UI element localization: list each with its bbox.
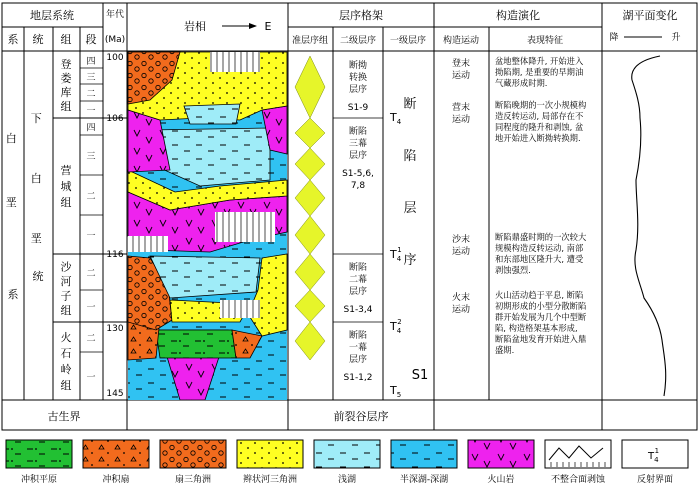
quasi-sequence-diamond bbox=[295, 254, 325, 290]
age-label: 106 bbox=[106, 114, 124, 124]
pre-rift-label: 前裂谷层序 bbox=[333, 410, 389, 423]
member-label: 四 bbox=[86, 57, 96, 67]
quasi-sequence-diamond bbox=[295, 56, 325, 118]
header-duan: 段 bbox=[85, 33, 97, 46]
boundary-labels bbox=[389, 111, 402, 399]
header-strat-system: 地层系统 bbox=[30, 9, 74, 22]
boundary-label: $T_42$ bbox=[390, 318, 402, 335]
first-order-sequence-column bbox=[403, 96, 428, 383]
facies-alluvial-plain bbox=[156, 330, 236, 358]
legend-swatch bbox=[545, 440, 611, 468]
second-order-name: 断陷二幕层序 bbox=[348, 263, 368, 297]
age-label: 100 bbox=[106, 53, 124, 63]
tectonic-feature: 断陷鼎盛时期的一次较大规模构造反转运动, 南部和东部地区隆升大, 遭受剥蚀强烈. bbox=[495, 232, 587, 275]
formation-name: 火石岭组 bbox=[60, 331, 72, 392]
system-char: 系 bbox=[7, 288, 19, 301]
legend-label: 半深湖-深湖 bbox=[399, 475, 449, 485]
legend-label: 冲积平原 bbox=[20, 475, 58, 485]
erosion-band-1 bbox=[210, 52, 260, 72]
erosion-band-4 bbox=[220, 300, 260, 318]
system-series-labels bbox=[6, 112, 46, 301]
legend-label: 扇三角洲 bbox=[174, 475, 212, 485]
legend-swatch bbox=[468, 440, 534, 468]
tectonic-feature: 断陷晚期的一次小规模构造反转运动, 局部存在不同程度的隆升和剥蚀, 盆地开始进入断拗转换期. bbox=[495, 100, 587, 143]
header-age: 年代 bbox=[105, 10, 125, 20]
header-lake-change: 湖平面变化 bbox=[622, 9, 678, 22]
tectonic-movement: 沙末运动 bbox=[451, 235, 471, 257]
member-label: 四 bbox=[86, 123, 96, 134]
series-char: 下 bbox=[30, 112, 42, 125]
quasi-sequence-column bbox=[295, 56, 325, 360]
formation-name: 登娄库组 bbox=[60, 58, 72, 113]
first-order-name: 断陷层序 bbox=[403, 97, 417, 268]
member-label: 一 bbox=[86, 231, 96, 242]
tectonic-movement: 营末运动 bbox=[451, 103, 471, 125]
erosion-band-2 bbox=[215, 212, 275, 242]
lake-level-curve bbox=[632, 56, 666, 396]
second-order-sequence-column bbox=[342, 59, 374, 383]
quasi-sequence-diamond bbox=[295, 216, 325, 254]
quasi-sequence-diamond bbox=[295, 148, 325, 180]
series-char: 白 bbox=[30, 172, 42, 185]
legend-swatch bbox=[391, 440, 457, 468]
header-sequence-framework: 层序格架 bbox=[339, 9, 383, 22]
header-direction: E bbox=[264, 20, 272, 33]
member-label: 一 bbox=[86, 106, 96, 117]
first-order-code: S1 bbox=[411, 368, 429, 383]
member-label: 一 bbox=[86, 373, 96, 383]
boundary-label: $T_41$ bbox=[390, 246, 402, 263]
boundary-label: $T_4$ bbox=[390, 111, 402, 126]
legend bbox=[6, 440, 688, 485]
quasi-sequence-diamond bbox=[295, 322, 325, 360]
facies-shallow-lake-upper bbox=[184, 104, 240, 124]
formation-name: 营城组 bbox=[60, 164, 72, 209]
age-label: 145 bbox=[106, 389, 124, 399]
header-age-unit: (Ma) bbox=[104, 35, 126, 45]
legend-label: 冲积扇 bbox=[102, 475, 130, 485]
age-label: 116 bbox=[106, 250, 124, 260]
legend-label: 反射界面 bbox=[636, 475, 674, 485]
header-tong: 统 bbox=[32, 33, 44, 46]
legend-label: 浅湖 bbox=[337, 475, 357, 485]
legend-swatch bbox=[6, 440, 72, 468]
header-features: 表现特征 bbox=[526, 36, 564, 46]
header-rise: 升 bbox=[671, 33, 681, 43]
legend-label: 辫状河三角洲 bbox=[242, 475, 298, 485]
system-char: 白 bbox=[5, 132, 17, 145]
member-label: 二 bbox=[86, 334, 96, 344]
tectonic-movement: 登末运动 bbox=[451, 59, 471, 81]
legend-swatch bbox=[160, 440, 226, 468]
header-quasi-seq: 准层序组 bbox=[291, 36, 329, 46]
system-char: 垩 bbox=[5, 196, 17, 209]
second-order-name: 断陷一幕层序 bbox=[348, 331, 368, 365]
lithofacies-section bbox=[128, 52, 287, 400]
legend-swatch bbox=[314, 440, 380, 468]
system-label bbox=[6, 132, 21, 301]
second-order-code: S1-3,4 bbox=[343, 305, 373, 315]
member-label: 二 bbox=[86, 269, 96, 279]
second-order-code: S1-9 bbox=[347, 103, 369, 113]
age-label: 130 bbox=[106, 324, 124, 334]
member-label: 三 bbox=[86, 152, 96, 162]
member-label: 二 bbox=[86, 89, 96, 100]
header-lithofacies: 岩相 bbox=[184, 20, 206, 33]
legend-swatch bbox=[237, 440, 303, 468]
legend-label: 不整合面剥蚀 bbox=[550, 475, 606, 485]
age-column bbox=[106, 53, 123, 399]
paleozoic-label: 古生界 bbox=[47, 410, 81, 423]
erosion-band-3 bbox=[128, 236, 168, 252]
header-fall: 降 bbox=[609, 33, 619, 43]
tectonic-movement: 火末运动 bbox=[451, 293, 471, 315]
header-zu: 组 bbox=[60, 33, 72, 46]
quasi-sequence-diamond bbox=[295, 118, 325, 148]
series-label bbox=[31, 112, 46, 283]
header-first-order: 一级层序 bbox=[389, 36, 427, 46]
quasi-sequence-diamond bbox=[295, 180, 325, 216]
second-order-code: S1-5,6, 7,8 bbox=[342, 169, 374, 191]
boundary-label: $T_5$ bbox=[390, 384, 402, 399]
header-xi: 系 bbox=[7, 33, 19, 46]
member-label: 一 bbox=[86, 303, 96, 313]
tectonic-feature: 火山活动趋于平息, 断陷初期形成的小型分散断陷群开始发展为几个中型断陷, 构造格架基本形成, 断陷盆地发育开始进入鼎盛期. bbox=[495, 290, 587, 355]
legend-label: 火山岩 bbox=[487, 475, 515, 485]
tectonic-feature: 盆地整体降升, 开始进入拗陷期, 是重要的早期油气藏形成时期. bbox=[495, 56, 584, 88]
second-order-name: 断陷三幕层序 bbox=[348, 127, 368, 161]
reflector-symbol: $T_41$ bbox=[648, 447, 660, 464]
legend-swatch bbox=[83, 440, 149, 468]
header-tectonic-movement: 构造运动 bbox=[442, 36, 480, 46]
tectonic-column bbox=[452, 56, 587, 355]
member-label: 三 bbox=[86, 73, 96, 83]
formation-name: 沙河子组 bbox=[60, 260, 72, 317]
header-tectonic-evolution: 构造演化 bbox=[496, 9, 540, 22]
member-column bbox=[86, 56, 95, 383]
formation-column bbox=[61, 57, 73, 392]
series-char: 统 bbox=[32, 270, 44, 283]
quasi-sequence-diamond bbox=[295, 290, 325, 322]
second-order-code: S1-1,2 bbox=[343, 373, 373, 383]
series-char: 垩 bbox=[30, 232, 42, 245]
second-order-name: 断拗转换层序 bbox=[348, 61, 368, 95]
header-second-order: 二级层序 bbox=[339, 36, 377, 46]
member-label: 二 bbox=[86, 192, 96, 202]
